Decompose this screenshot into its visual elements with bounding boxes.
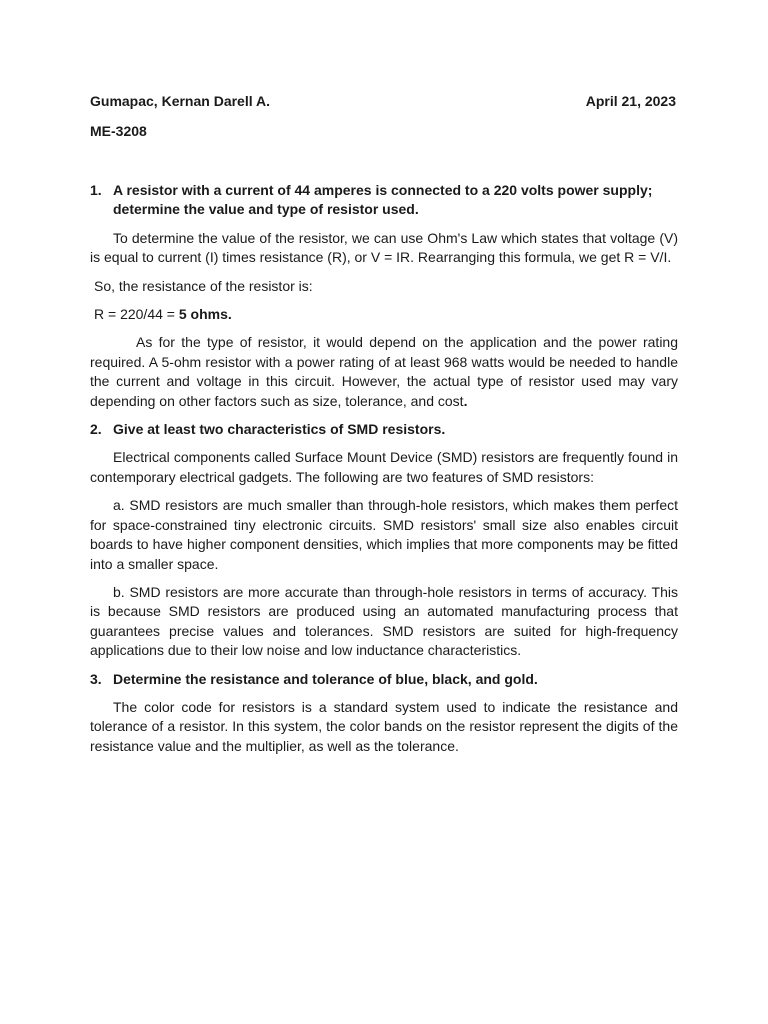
question-text: A resistor with a current of 44 amperes is connected to a 220 volts power supply; determine the value and type of resistor used. <box>113 182 653 218</box>
question-text: Determine the resistance and tolerance of blue, black, and gold. <box>113 670 538 687</box>
formula-line <box>90 305 678 324</box>
question-number: 1. <box>90 182 102 198</box>
formula-result: 5 ohms. <box>178 306 232 323</box>
question-1 <box>90 181 678 220</box>
author-name: Gumapac, Kernan Darell A. <box>90 93 270 109</box>
paragraph: a. SMD resistors are much smaller than through-hole resistors, which makes them perfect for space-constrained tiny electronic circuits. SMD resistors' small size also enables circuit boards to have higher component densities, which implies that more components may be fitted into a smaller space. <box>90 497 678 572</box>
paragraph: b. SMD resistors are more accurate than through-hole resistors in terms of accuracy. This is because SMD resistors are produced using an automated manufacturing process that guarantees precise values and tolerances. SMD resistors are suited for high-frequency applications due to their low noise and low inductance characteristics. <box>90 583 678 659</box>
paragraph: So, the resistance of the resistor is: <box>94 277 313 294</box>
course-code: ME-3208 <box>90 123 147 139</box>
question-text: Give at least two characteristics of SMD resistors. <box>113 421 446 438</box>
paragraph-end: . <box>463 392 468 409</box>
paragraph-text: As for the type of resistor, it would depend on the application and the power rating required. A 5-ohm resistor with a power rating of at least 968 watts would be needed to handle the current and voltage in this circuit. However, the actual type of resistor used may vary depending on other factors such as size, tolerance, and cost <box>90 334 678 409</box>
question-2 <box>90 420 678 439</box>
question-number: 3. <box>90 670 102 687</box>
paragraph <box>90 333 678 411</box>
document-header <box>90 93 676 109</box>
question-3 <box>90 670 678 689</box>
document-body <box>90 181 678 765</box>
paragraph: Electrical components called Surface Mount Device (SMD) resistors are frequently found in contemporary electrical gadgets. The following are two features of SMD resistors: <box>90 449 678 485</box>
formula: R = 220/44 = <box>94 306 179 323</box>
paragraph: The color code for resistors is a standard system used to indicate the resistance and tolerance of a resistor. In this system, the color bands on the resistor represent the digits of the resistance value and the multiplier, as well as the tolerance. <box>90 698 678 754</box>
document-date: April 21, 2023 <box>585 93 676 109</box>
question-number: 2. <box>90 421 102 438</box>
paragraph: To determine the value of the resistor, we can use Ohm's Law which states that voltage (V) is equal to current (I) times resistance (R), or V = IR. Rearranging this formula, we get R = V/I. <box>90 229 678 266</box>
